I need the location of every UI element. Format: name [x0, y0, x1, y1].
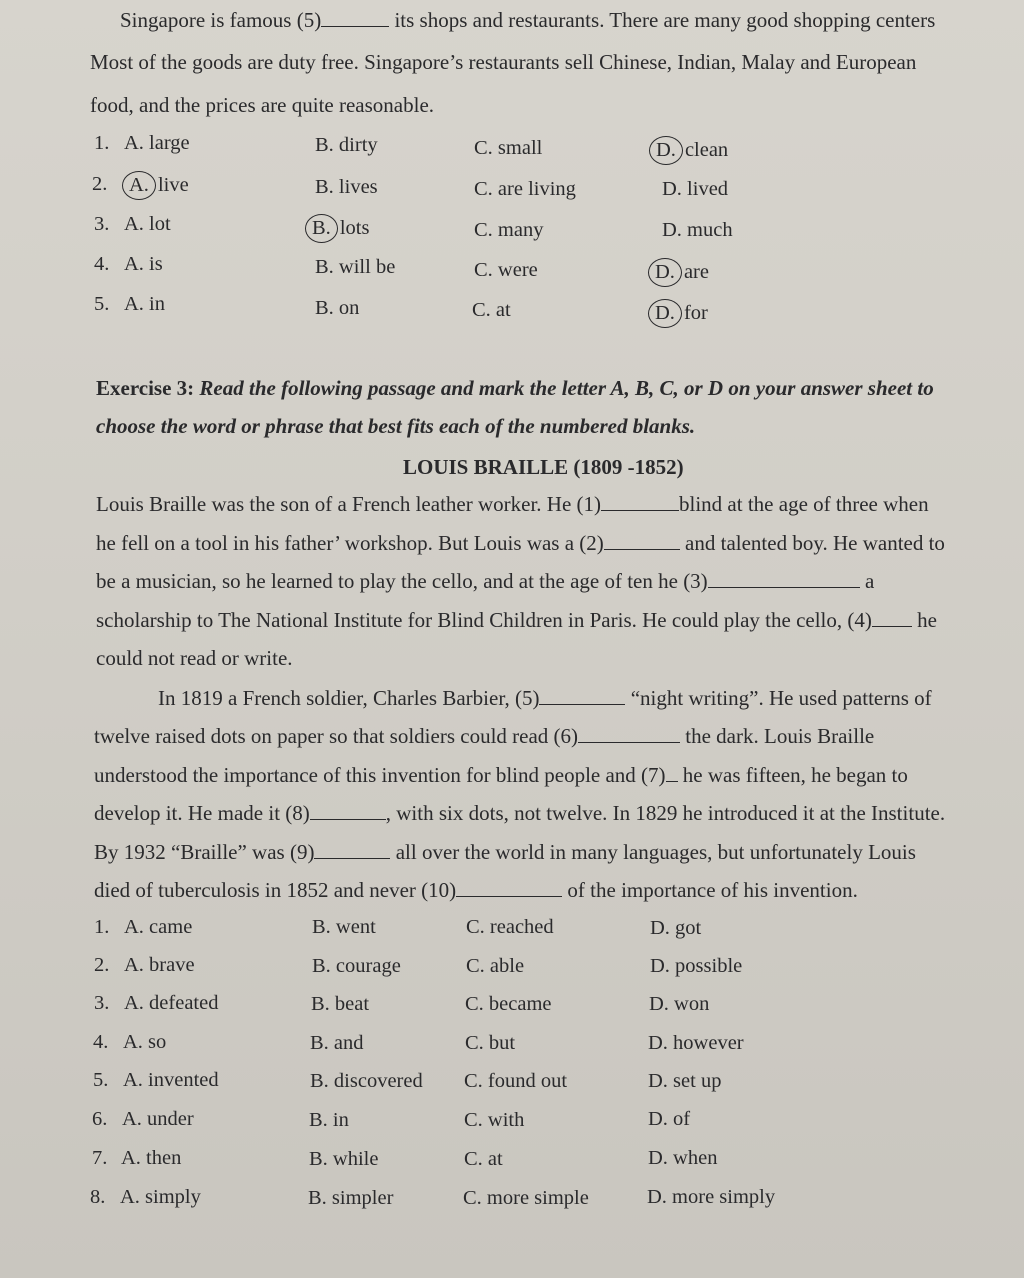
option-b: B. on — [315, 297, 360, 319]
text: scholarship to The National Institute for Blind Children in Paris. He could play the cello, (4) — [96, 608, 872, 632]
text: blind at the age of three when — [679, 492, 929, 516]
text: died of tuberculosis in 1852 and never (10) — [94, 878, 457, 902]
blank — [872, 608, 912, 627]
option-d: D. got — [650, 917, 702, 939]
option-a: A. under — [122, 1108, 194, 1130]
option-c: C. became — [465, 993, 552, 1015]
text: , with six dots, not twelve. In 1829 he introduced it at the Institute. — [385, 801, 946, 825]
text: a — [864, 569, 875, 593]
option-a: A. large — [124, 132, 190, 154]
blank — [314, 840, 390, 859]
option-b: B. courage — [312, 955, 401, 977]
passage-line — [96, 569, 874, 594]
passage-line — [96, 492, 929, 517]
blank — [456, 878, 562, 897]
text: he fell on a tool in his father’ workshop. But Louis was a (2) — [96, 531, 604, 555]
question-num: 6. — [92, 1108, 108, 1130]
option-c: C. are living — [474, 178, 576, 200]
top-passage-line-2: Most of the goods are duty free. Singapore’s restaurants sell Chinese, Indian, Malay and European — [90, 50, 917, 74]
option-b: B. lives — [315, 176, 378, 198]
text: he was fifteen, he began to — [682, 763, 908, 787]
text: be a musician, so he learned to play the cello, and at the age of ten he (3) — [96, 569, 708, 593]
passage-line: could not read or write. — [96, 646, 293, 670]
answer-circle: B. — [305, 214, 338, 243]
text: develop it. He made it (8) — [94, 801, 310, 825]
text: Singapore is famous (5) — [120, 8, 322, 32]
option-c: C. at — [464, 1148, 503, 1170]
option-b: B. simpler — [308, 1187, 394, 1209]
option-d-circled — [656, 299, 708, 328]
exercise-instruction-line-2: choose the word or phrase that best fits each of the numbered blanks. — [96, 414, 696, 438]
passage-line — [96, 608, 937, 633]
blank — [578, 724, 680, 743]
option-c: C. more simple — [463, 1187, 589, 1209]
text: In 1819 a French soldier, Charles Barbier, (5) — [158, 686, 540, 710]
question-num: 3. — [94, 992, 110, 1014]
text: By 1932 “Braille” was (9) — [94, 840, 315, 864]
option-d: D. won — [649, 993, 710, 1015]
question-num: 3. — [94, 213, 110, 235]
option-d: D. much — [662, 219, 733, 241]
question-num: 8. — [90, 1186, 106, 1208]
text: twelve raised dots on paper so that soldiers could read (6) — [94, 724, 579, 748]
text: Louis Braille was the son of a French leather worker. He (1) — [96, 492, 602, 516]
exercise-label: Exercise 3: — [96, 376, 195, 400]
option-c: C. small — [474, 137, 543, 159]
question-num: 4. — [94, 253, 110, 275]
option-c: C. able — [466, 955, 525, 977]
option-a: A. in — [124, 293, 165, 315]
option-b: B. dirty — [315, 134, 378, 156]
option-b: B. beat — [311, 993, 370, 1015]
answer-circle: D. — [649, 136, 683, 165]
passage-line — [94, 878, 858, 903]
instruction-text: Read the following passage and mark the letter A, B, C, or D on your answer sheet to — [199, 376, 934, 400]
option-d-circled — [656, 258, 709, 287]
option-d: D. set up — [648, 1070, 722, 1092]
passage-line — [94, 724, 874, 749]
passage-line — [94, 763, 908, 788]
text: its shops and restaurants. There are many good shopping centers — [394, 8, 936, 32]
option-d-circled — [657, 136, 728, 165]
exercise-instruction-line-1 — [96, 376, 934, 401]
option-a: A. came — [124, 916, 193, 938]
option-c: C. with — [464, 1109, 525, 1131]
blank — [604, 531, 680, 550]
option-d: D. when — [648, 1147, 718, 1169]
option-d: D. more simply — [647, 1186, 776, 1208]
text: the dark. Louis Braille — [685, 724, 875, 748]
option-b: B. while — [309, 1148, 379, 1170]
text: “night writing”. He used patterns of — [630, 686, 932, 710]
option-text: for — [683, 302, 708, 324]
passage-line — [158, 686, 932, 711]
blank — [321, 8, 389, 27]
option-a: A. invented — [123, 1069, 219, 1091]
option-c: C. many — [474, 219, 544, 241]
option-b: B. went — [312, 916, 376, 938]
option-a: A. simply — [120, 1186, 201, 1208]
option-b: B. in — [309, 1109, 349, 1131]
blank — [708, 569, 860, 588]
question-num: 1. — [94, 132, 110, 154]
option-a: A. so — [123, 1031, 167, 1053]
question-num: 1. — [94, 916, 110, 938]
text: and talented boy. He wanted to — [685, 531, 945, 555]
option-d: D. possible — [650, 955, 743, 977]
option-a: A. brave — [124, 954, 195, 976]
text: understood the importance of this invention for blind people and (7) — [94, 763, 666, 787]
answer-circle: A. — [122, 171, 156, 200]
text: of the importance of his invention. — [567, 878, 858, 902]
answer-circle: D. — [648, 299, 682, 328]
option-a: A. then — [121, 1147, 182, 1169]
question-num: 7. — [92, 1147, 108, 1169]
answer-circle: D. — [648, 258, 682, 287]
passage-line — [94, 840, 916, 865]
blank — [666, 763, 678, 782]
option-b: B. discovered — [310, 1070, 423, 1092]
option-c: C. found out — [464, 1070, 568, 1092]
option-b: B. will be — [315, 256, 396, 278]
question-num: 2. — [92, 173, 108, 195]
option-c: C. were — [474, 259, 538, 281]
passage-line — [94, 801, 945, 826]
passage-line — [96, 531, 945, 556]
passage-title: LOUIS BRAILLE (1809 -1852) — [403, 455, 684, 479]
top-passage-line-1 — [120, 8, 935, 33]
option-d: D. lived — [662, 178, 729, 200]
question-num: 5. — [94, 293, 110, 315]
option-d: D. of — [648, 1108, 691, 1130]
option-c: C. at — [472, 299, 511, 321]
blank — [310, 801, 386, 820]
option-d: D. however — [648, 1032, 744, 1054]
option-a: A. lot — [124, 213, 171, 235]
option-a: A. is — [124, 253, 163, 275]
option-b: B. and — [310, 1032, 364, 1054]
text: he — [917, 608, 937, 632]
option-a: A. defeated — [124, 992, 219, 1014]
option-a-circled — [122, 171, 189, 200]
option-text: lots — [339, 217, 370, 239]
blank — [539, 686, 625, 705]
option-text: live — [157, 174, 189, 196]
option-c: C. reached — [466, 916, 554, 938]
blank — [601, 492, 679, 511]
option-text: clean — [684, 139, 729, 161]
top-passage-line-3: food, and the prices are quite reasonable. — [90, 93, 435, 117]
option-text: are — [683, 261, 709, 283]
question-num: 2. — [94, 954, 110, 976]
option-c: C. but — [465, 1032, 516, 1054]
option-b-circled — [305, 214, 369, 243]
text: all over the world in many languages, but unfortunately Louis — [395, 840, 916, 864]
question-num: 5. — [93, 1069, 109, 1091]
question-num: 4. — [93, 1031, 109, 1053]
